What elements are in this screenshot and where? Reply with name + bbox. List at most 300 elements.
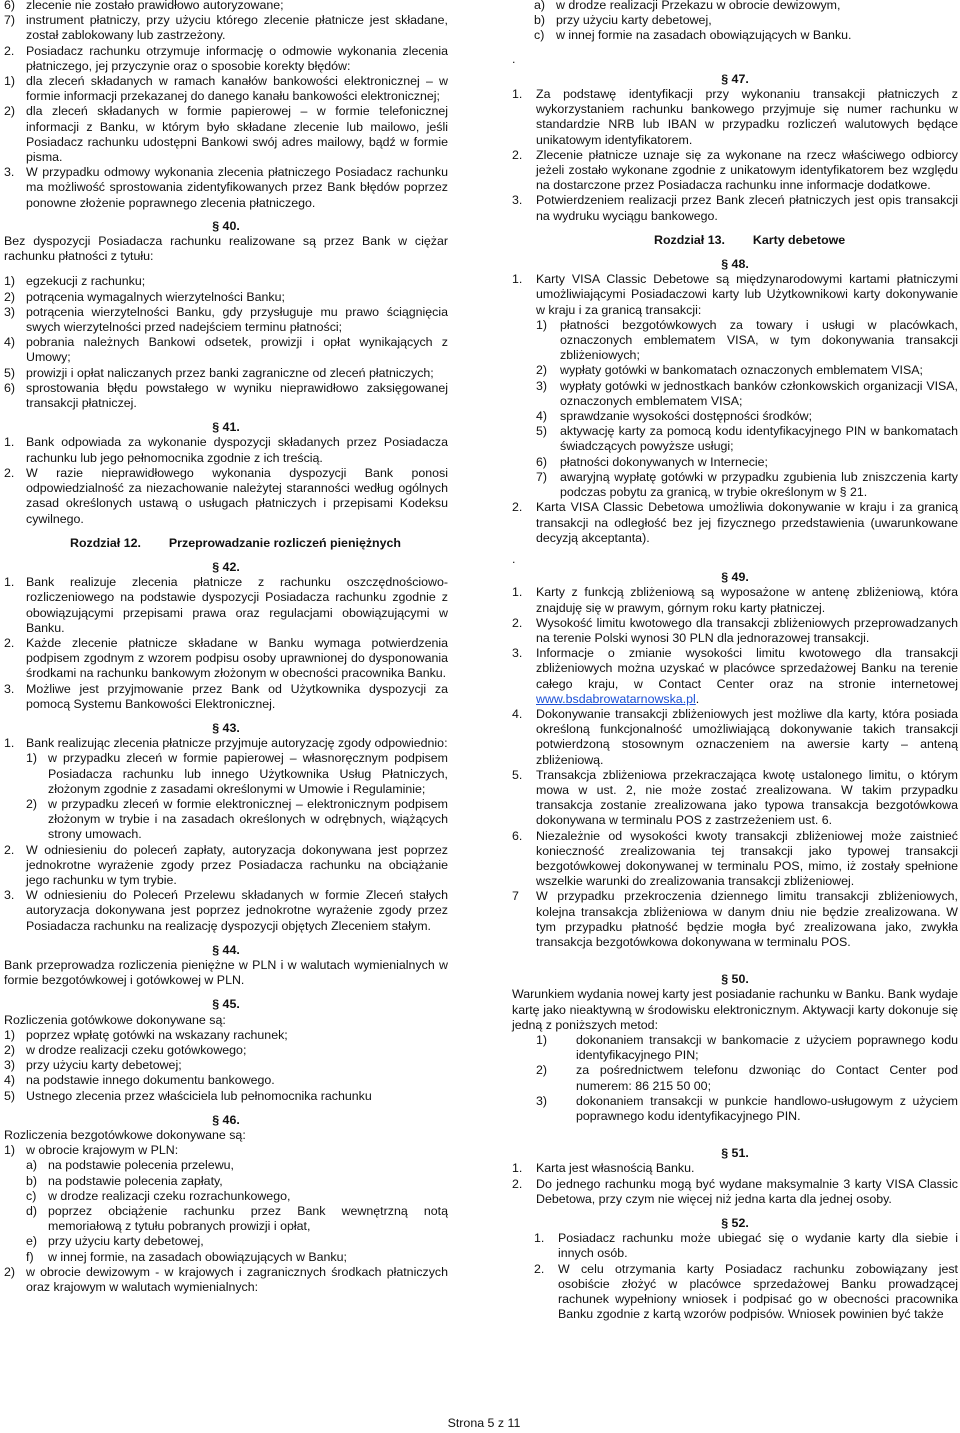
chapter-heading (70, 536, 448, 551)
spacer (4, 211, 448, 219)
body-paragraph: Rozliczenia gotówkowe dokonywane są: (4, 1012, 226, 1027)
list-item-text (576, 1033, 958, 1063)
list-item-number: 2) (536, 1063, 548, 1078)
list-item-number: 1) (4, 74, 16, 89)
list-item-text (536, 500, 958, 546)
list-item-body: W odniesieniu do poleceń zapłaty, autoryzacja dokonywana jest poprzez jednokrotne wyrażenie zgody przez Posiadacza rachunku na obciążanie jego rachunku w tym trybie. (26, 842, 448, 887)
list-item-text (26, 1028, 448, 1043)
page-number: Strona 5 z 11 (447, 1416, 521, 1430)
list-item-text (560, 363, 958, 378)
list-item-body: W przypadku odmowy wykonania zlecenia płatniczego Posiadacz rachunku ma możliwość sprostowania zidentyfikowanych przez Bank błędów poprzez ponowne złożenie poprawnego zlecenia płatniczego. (26, 165, 448, 210)
list-item-body: w innej formie na zasadach obowiązujących w Banku. (556, 28, 852, 43)
list-item (4, 1073, 448, 1088)
paragraph-heading: § 44. (212, 942, 240, 957)
list-item-text (560, 409, 958, 424)
list-item-text (536, 148, 958, 194)
list-item (4, 0, 448, 13)
list-item-body: Wysokość limitu kwotowego dla transakcji zbliżeniowych przeprowadzanych na terenie Polski wynosi 30 PLN dla jednorazowej transakcji. (536, 615, 958, 645)
list-item (26, 1250, 448, 1265)
stray-dot: . (512, 551, 516, 566)
list-item-body: w przypadku zleceń w formie papierowej – własnoręcznym podpisem Posiadacza rachunku lub innego Użytkownika Usług Płatniczych, złożonym zgodnie z zasadami określonymi w Umowie i Regulaminie; (48, 751, 448, 796)
list-item-body: dokonaniem transakcji w punkcie handlowo-usługowym z użyciem poprawnego kodu identyfikacyjnego PIN. (576, 1093, 958, 1124)
list-item (4, 466, 448, 527)
list-item (4, 381, 448, 411)
paragraph-heading: § 49. (721, 570, 749, 585)
spacer (4, 264, 448, 274)
list-item-body: W celu otrzymania karty Posiadacz rachunku zobowiązany jest osobiście złożyć w placówce sprzedażowej Banku prowadzącej rachunek wypełniony wniosek i podpisać go w obecności pracownika Banku zgodnie z kartą wzorów podpisów. Wniosek powinien być także (558, 1261, 958, 1322)
list-item-number: 1) (4, 1143, 16, 1158)
list-item-number: a) (26, 1158, 38, 1173)
list-item-number: 2. (512, 1176, 523, 1191)
list-item (536, 470, 958, 500)
list-item (4, 44, 448, 74)
list-item-number: 5) (4, 365, 16, 380)
list-item-body: Niezależnie od wysokości kwoty transakcji zbliżeniowej może zaistnieć konieczność zrealizowania tej transakcji jako typowej transakcji bezgotówkowej dokonywanej w terminalu POS, mimo, iż zostały spełnione wszelkie warunki do zrealizowania transakcji zbliżeniowej. (536, 828, 958, 889)
list-item-body: Karta VISA Classic Debetowa umożliwia dokonywanie w kraju i za granicą transakcji na odległość bez jej fizycznego przedstawienia (uwarunkowane decyzją akceptanta). (536, 500, 958, 545)
list-item-number: 7) (4, 13, 16, 28)
list-item-number: 1. (4, 435, 15, 450)
list-item (4, 1028, 448, 1043)
page-footer (0, 1416, 960, 1431)
list-item-body: Za podstawę identyfikacji przy wykonaniu transakcji płatniczych z wykorzystaniem rachunku bankowego przyjmuje się numer rachunku w standardzie NRB lub IBAN w przypadku rozliczeń walutowych będące unikatowym identyfikatorem. (536, 87, 958, 147)
list-item-text (26, 1089, 448, 1104)
list-item-text (26, 104, 448, 165)
list-item-number: 1. (512, 585, 523, 600)
list-item-text (556, 0, 958, 13)
list-item-text (536, 646, 958, 707)
list-item-number: 1) (536, 1033, 548, 1047)
list-item-number: 4) (4, 335, 16, 350)
list-item (4, 888, 448, 934)
list-item-text (48, 1174, 448, 1189)
list-item-body: Możliwe jest przyjmowanie przez Bank od Użytkownika dyspozycji za pomocą Systemu Bankowości Elektronicznej. (26, 681, 448, 711)
list-item-text (26, 305, 448, 335)
list-item-text (560, 318, 958, 364)
list-item-body: w obrocie dewizowym - w krajowych i zagranicznych środkach płatniczych oraz krajowym w walutach wymienialnych: (26, 1264, 448, 1295)
list-item-body: dla zleceń składanych w formie papierowej – w formie telefonicznej informacji z Banku, w którym było składane zlecenie lub mailowo, jeśli Posiadacz rachunku udostępni Bankowi swój adres mailowy, bądź w formie pisma. (26, 104, 448, 165)
list-item-number: 1) (4, 1027, 16, 1042)
list-item-number: 2. (512, 147, 523, 162)
list-item-number: 3) (536, 378, 548, 393)
list-item-body: Karta jest własnością Banku. (536, 1161, 695, 1176)
list-item-number: 3. (512, 193, 523, 208)
list-item (4, 1089, 448, 1104)
list-item-number: 5. (512, 767, 523, 782)
list-item-text (26, 1143, 448, 1158)
list-item-text (26, 1265, 448, 1295)
paragraph-heading: § 46. (212, 1112, 240, 1127)
list-item-number: 6) (536, 454, 548, 469)
list-item-body: wypłaty gotówki w jednostkach banków członkowskich organizacji VISA, oznaczonych emblematem VISA; (560, 378, 958, 408)
list-item (536, 379, 958, 409)
list-item-text (26, 13, 448, 43)
list-item (536, 455, 958, 470)
list-item-body: Bank realizuje zlecenia płatnicze z rachunku oszczędnościowo-rozliczeniowego na podstawie dyspozycji Posiadacza rachunku zgodnie z obowiązującymi przepisami prawa oraz regulacjami obowiązującymi w Banku. (26, 575, 448, 635)
list-item (4, 636, 448, 682)
list-item-number: 7) (536, 469, 548, 484)
list-item-number: 5) (4, 1088, 16, 1103)
list-item-body: w obrocie krajowym w PLN: (26, 1143, 179, 1158)
list-item (536, 1094, 958, 1124)
list-item (512, 87, 958, 148)
list-item-body: przy użyciu karty debetowej, (556, 13, 712, 28)
list-item (26, 751, 448, 797)
list-item (4, 366, 448, 381)
list-item-text (26, 682, 448, 712)
list-item-body: na podstawie polecenia zapłaty, (48, 1173, 223, 1188)
list-item-number: 6) (4, 380, 16, 395)
list-item-text (26, 736, 448, 751)
right-column (512, 0, 958, 1322)
list-item (26, 1204, 448, 1234)
body-paragraph: Warunkiem wydania nowej karty jest posiadanie rachunku w Banku. Bank wydaje kartę jako nieaktywną w środowisku elektronicznym. Aktywacji karty dokonuje się jedną z poniższych metod: (512, 987, 958, 1032)
list-item (534, 0, 958, 13)
list-item (534, 13, 958, 28)
list-item-body: pobrania należnych Bankowi odsetek, prowizji i opłat wynikających z Umowy; (26, 335, 448, 365)
link-suffix: . (695, 691, 700, 706)
list-item-number: 6. (512, 828, 523, 843)
list-item-body: W odniesieniu do Poleceń Przelewu składanych w formie Zleceń stałych autoryzacja dokonywana jest poprzez jednokrotne wyrażenie zgody przez Posiadacza rachunku na realizację dyspozycji objętych Zleceniem stałym. (26, 888, 448, 933)
list-item-text (26, 1058, 448, 1073)
list-item-number: 1) (26, 751, 38, 766)
list-item-body: potrącenia wierzytelności Banku, gdy przysługuje mu prawo ściągnięcia swych wierzytelności przed nadejściem terminu płatności; (26, 304, 448, 335)
list-item (4, 1043, 448, 1058)
list-item (4, 682, 448, 712)
body-paragraph: Bank przeprowadza rozliczenia pieniężne w PLN i w walutach wymienialnych w formie bezgotówkowej i gotówkowej w PLN. (4, 957, 448, 988)
list-item (512, 148, 958, 194)
list-item (536, 424, 958, 454)
list-item (512, 707, 958, 768)
list-item-text (26, 435, 448, 465)
list-item-body: Każde zlecenie płatnicze składane w Banku wymaga potwierdzenia podpisem zgodnym z wzorem podpisu osoby uprawnionej do dysponowania środkami na rachunku bankowym złożonym w obecności pracownika Banku. (26, 635, 448, 681)
list-item (536, 1063, 958, 1093)
list-item-number: 1) (536, 317, 548, 332)
paragraph-heading: § 47. (721, 71, 749, 86)
list-item-number: 2. (534, 1261, 545, 1276)
list-item-body: na podstawie innego dokumentu bankowego. (26, 1073, 275, 1088)
list-item-body: dokonaniem transakcji w bankomacie z użyciem poprawnego kodu identyfikacyjnego PIN; (576, 1033, 958, 1063)
list-item-body: Bank odpowiada za wykonanie dyspozycji składanych przez Posiadacza rachunku lub jego pełnomocnika zgodnie z ich treścią. (26, 435, 448, 465)
list-item-body: płatności dokonywanych w Internecie; (560, 454, 769, 469)
list-item (26, 1158, 448, 1173)
list-item-text (26, 381, 448, 411)
list-item (4, 165, 448, 211)
list-item-number: 2. (512, 615, 523, 630)
list-item-number: e) (26, 1234, 38, 1249)
body-paragraph: Rozliczenia bezgotówkowe dokonywane są: (4, 1128, 246, 1143)
spacer (4, 934, 448, 943)
list-item-number: 3) (4, 1058, 16, 1073)
list-item-number: 5) (536, 424, 548, 439)
list-item (512, 500, 958, 546)
list-item-body: na podstawie polecenia przelewu, (48, 1158, 234, 1173)
list-item-body: sprawdzanie wysokości dostępności środków; (560, 409, 813, 424)
list-item-body: wypłaty gotówki w bankomatach oznaczonych emblematem VISA; (560, 363, 923, 378)
list-item-body: poprzez wpłatę gotówki na wskazany rachunek; (26, 1027, 288, 1042)
list-item-body: za pośrednictwem telefonu dzwoniąc do Contact Center pod numerem: 86 215 50 00; (576, 1063, 958, 1093)
paragraph-heading: § 52. (721, 1216, 749, 1231)
list-item (26, 1174, 448, 1189)
list-item-text (576, 1063, 958, 1093)
spacer (4, 712, 448, 721)
list-item-text (48, 1234, 448, 1249)
spacer (512, 44, 958, 52)
list-item (4, 736, 448, 751)
list-item (512, 1177, 958, 1207)
list-item-body: Karty VISA Classic Debetowe są międzynarodowymi kartami płatniczymi umożliwiającymi Posiadaczowi karty lub Użytkownikowi karty dokonywanie w kraju i za granicą transakcji: (536, 272, 958, 317)
list-item-text (26, 366, 448, 381)
list-item-number: 1) (4, 274, 16, 289)
list-item (512, 768, 958, 829)
list-item-text (48, 751, 448, 797)
list-item (534, 28, 958, 43)
list-item-text (26, 575, 448, 636)
list-item (4, 74, 448, 104)
list-item-body: zlecenie nie zostało prawidłowo autoryzowane; (26, 0, 284, 12)
list-item-number: 1. (534, 1231, 545, 1246)
list-item-text (26, 290, 448, 305)
list-item-text (536, 889, 958, 950)
list-item-body: W przypadku przekroczenia dziennego limitu transakcji zbliżeniowych, kolejna transakcja zbliżeniowa w danym dniu nie będzie zrealizowana. W tym przypadku płatność będzie mogła być zrealizowana jako, zwykła transakcja bezgotówkowa dokonywana w terminalu POS. (536, 889, 958, 949)
list-item (4, 1265, 448, 1295)
body-paragraph: Bez dyspozycji Posiadacza rachunku realizowane są przez Bank w ciężar rachunku płatności z tytułu: (4, 234, 448, 264)
list-item-text (48, 1158, 448, 1173)
list-item-body: dla zleceń składanych w ramach kanałów bankowości elektronicznej – w formie informacji przekazanej do danego kanału bankowości elektronicznej; (26, 74, 448, 104)
list-item (4, 1058, 448, 1073)
list-item-number: 3) (536, 1093, 548, 1108)
list-item-text (556, 28, 958, 43)
list-item (26, 1234, 448, 1249)
list-item-number: 2) (4, 289, 16, 304)
list-item-number: 1. (4, 575, 15, 590)
list-item-number: 2) (4, 104, 16, 119)
list-item-text (536, 585, 958, 615)
paragraph-heading: § 45. (212, 997, 240, 1012)
list-item (4, 335, 448, 365)
list-item-body: Posiadacz rachunku może ubiegać się o wydanie karty dla siebie i innych osób. (558, 1231, 958, 1261)
list-item-text (536, 1161, 958, 1176)
list-item-text (558, 1262, 958, 1323)
list-item (536, 318, 958, 364)
list-item-number: 4. (512, 706, 523, 721)
chapter-title: Przeprowadzanie rozliczeń pieniężnych (168, 535, 401, 550)
list-item-body: W razie nieprawidłowego wykonania dyspozycji Bank ponosi odpowiedzialność za niezachowanie należytej staranności według ogólnych zasad określonych ustawą o usługach płatniczych i przepisami Kodeksu cywilnego. (26, 465, 448, 526)
list-item-body: Informacje o zmianie wysokości limitu kwotowego dla transakcji zbliżeniowych można uzyskać w placówce sprzedażowej Banku na terenie całego kraju, w Contact Center oraz na stronie internetowej (536, 646, 958, 691)
list-item-body: awaryjną wypłatę gotówki w przypadku zgubienia lub zniszczenia karty podczas pobytu za granicą, w trybie określonym w § 21. (560, 469, 958, 500)
list-item (4, 13, 448, 43)
list-item-body: w innej formie, na zasadach obowiązujących w Banku; (48, 1249, 347, 1264)
list-item-text (536, 1177, 958, 1207)
list-item-number: 2. (4, 43, 15, 58)
list-item-body: prowizji i opłat naliczanych przez banki zagraniczne od zleceń płatniczych; (26, 365, 434, 380)
list-item-number: 7 (512, 889, 519, 904)
list-item (4, 435, 448, 465)
chapter-title: Karty debetowe (752, 232, 846, 247)
list-item-body: przy użyciu karty debetowej, (48, 1234, 204, 1249)
list-item (534, 1231, 958, 1261)
list-item-text (26, 1043, 448, 1058)
list-item-body: potrącenia wymagalnych wierzytelności Banku; (26, 289, 285, 304)
list-item-number: 4) (536, 409, 548, 424)
spacer (4, 411, 448, 420)
list-item-text (26, 1073, 448, 1088)
list-item-text (48, 1250, 448, 1265)
spacer (512, 248, 958, 257)
list-item-text (26, 274, 448, 289)
paragraph-heading: § 50. (721, 972, 749, 987)
spacer (4, 551, 448, 560)
list-item-number: f) (26, 1249, 34, 1264)
list-item-number: c) (26, 1188, 37, 1203)
list-item-number: 3. (4, 681, 15, 696)
list-item-body: płatności bezgotówkowych za towary i usługi w placówkach, oznaczonych emblematem VISA, w tym dokonywania transakcji zbliżeniowych; (560, 317, 958, 363)
list-item-number: b) (26, 1173, 38, 1188)
spacer (512, 950, 958, 972)
list-item-number: 1. (512, 272, 523, 287)
list-item (4, 1143, 448, 1158)
list-item-number: 6) (4, 0, 16, 12)
list-item-body: w drodze realizacji czeku rozrachunkowego, (48, 1188, 291, 1203)
spacer (512, 1207, 958, 1216)
list-item-text (536, 193, 958, 223)
spacer (4, 527, 448, 536)
list-item-number: 2) (26, 796, 38, 811)
list-item-body: Ustnego zlecenia przez właściciela lub pełnomocnika rachunku (26, 1088, 372, 1103)
list-item-number: 4) (4, 1073, 16, 1088)
list-item-body: aktywację karty za pomocą kodu identyfikacyjnego PIN w bankomatach świadczących powyższe usługi; (560, 424, 958, 454)
list-item-text (560, 379, 958, 409)
list-item-body: poprzez obciążenie rachunku przez Bank wewnętrzną notą memoriałową z tytułu pobranych prowizji i opłat, (48, 1204, 448, 1234)
list-item-text (560, 455, 958, 470)
list-item (512, 616, 958, 646)
list-item (512, 889, 958, 950)
list-item (4, 290, 448, 305)
list-item-body: Zlecenie płatnicze uznaje się za wykonane na rzecz właściwego odbiorcy jeżeli zostało wykonane zgodnie z unikatowym identyfikatorem bez względu na dostarczone przez Posiadacza rachunku inne informacje dodatkowe. (536, 147, 958, 193)
list-item-body: Posiadacz rachunku otrzymuje informację o odmowie wykonania zlecenia płatniczego, jej przyczynie oraz o sposobie korekty błędów: (26, 43, 448, 73)
list-item-number: 3. (512, 646, 523, 661)
list-item-text (26, 44, 448, 74)
list-item (26, 1189, 448, 1204)
list-item-body: w przypadku zleceń w formie elektronicznej – elektronicznym podpisem złożonym w trybie i na zasadach określonych w odrębnych, wiążących strony umowach. (48, 796, 448, 842)
list-item-text (48, 1189, 448, 1204)
chapter-number: Rozdział 12. (70, 535, 141, 550)
left-column (4, 0, 448, 1295)
list-item-body: Potwierdzeniem realizacji przez Bank zleceń płatniczych jest opis transakcji na wydruku wyciągu bankowego. (536, 193, 958, 223)
list-item (512, 1161, 958, 1176)
list-item (536, 409, 958, 424)
list-item-text (26, 636, 448, 682)
list-item-number: c) (534, 28, 545, 43)
list-item-body: Bank realizując zlecenia płatnicze przyjmuje autoryzację zgody odpowiednio: (26, 736, 448, 751)
list-item-number: 2. (4, 635, 15, 650)
list-item-body: Karty z funkcją zbliżeniową są wyposażone w antenę zbliżeniową, która znajduję się w prawym, górnym roku karty płatniczej. (536, 585, 958, 615)
list-item-text (576, 1094, 958, 1124)
paragraph-heading: § 48. (721, 257, 749, 272)
list-item-body: przy użyciu karty debetowej; (26, 1058, 182, 1073)
list-item (512, 193, 958, 223)
spacer (512, 1124, 958, 1146)
list-item-text (26, 843, 448, 889)
list-item-body: Do jednego rachunku mogą być wydane maksymalnie 3 karty VISA Classic Debetowa, przy czym nie więcej niż jedna karta dla jednej osoby. (536, 1176, 958, 1206)
list-item-body: w drodze realizacji Przekazu w obrocie dewizowym, (556, 0, 841, 12)
list-item-body: Dokonywanie transakcji zbliżeniowych jest możliwe dla karty, która posiada określoną funkcjonalność umożliwiającą dokonywanie takich transakcji potwierdzoną stosownym oznaczeniem na awersie karty – anteną zbliżeniową. (536, 706, 958, 767)
list-item-text (48, 1204, 448, 1234)
list-item (4, 104, 448, 165)
paragraph-heading: § 51. (721, 1146, 749, 1161)
list-item (4, 843, 448, 889)
list-item-body: egzekucji z rachunku; (26, 274, 146, 289)
list-item-text (26, 74, 448, 104)
list-item (4, 575, 448, 636)
list-item-body: instrument płatniczy, przy użyciu którego zlecenie płatnicze jest składane, został zablokowany lub zastrzeżony. (26, 13, 448, 43)
list-item-text (560, 470, 958, 500)
list-item-text (26, 466, 448, 527)
bank-website-link[interactable]: www.bsdabrowatarnowska.pl (536, 691, 696, 706)
list-item-number: 2. (4, 465, 15, 480)
list-item-body: sprostowania błędu powstałego w wyniku nieprawidłowo zaksięgowanej transakcji płatniczej. (26, 380, 448, 411)
list-item-number: 2. (512, 500, 523, 515)
list-item-text (26, 0, 448, 13)
list-item-number: 3. (4, 165, 15, 180)
list-item-number: 2) (4, 1043, 16, 1057)
list-item (536, 363, 958, 378)
list-item-text (536, 616, 958, 646)
paragraph-heading: § 41. (212, 420, 240, 435)
list-item-text (556, 13, 958, 28)
list-item-number: 3. (4, 888, 15, 903)
list-item-text (560, 424, 958, 454)
list-item (512, 272, 958, 318)
stray-dot: . (512, 51, 516, 66)
list-item-number: 1. (4, 736, 15, 751)
list-item-number: a) (534, 0, 546, 12)
list-item-body: w drodze realizacji czeku gotówkowego; (26, 1043, 247, 1057)
chapter-heading (654, 233, 958, 248)
list-item-body: Transakcja zbliżeniowa przekraczająca kwotę ustalonego limitu, o którym mowa w ust. 2, nie może zostać zrealizowana. W takim przypadku transakcja zostanie zrealizowana jako typowa transakcja bezgotówkowa dokonywana w terminalu POS z zastrzeżeniem ust. 6. (536, 767, 958, 828)
paragraph-heading: § 42. (212, 559, 240, 574)
list-item-number: b) (534, 13, 546, 28)
list-item (512, 646, 958, 707)
list-item (534, 1262, 958, 1323)
spacer (512, 224, 958, 233)
list-item-text (558, 1231, 958, 1261)
list-item-text (26, 165, 448, 211)
chapter-number: Rozdział 13. (654, 232, 725, 247)
list-item-number: 2. (4, 842, 15, 857)
list-item-text (48, 797, 448, 843)
list-item (26, 797, 448, 843)
list-item (512, 829, 958, 890)
paragraph-heading: § 43. (212, 720, 240, 735)
list-item (512, 585, 958, 615)
list-item-text (536, 272, 958, 318)
list-item-number: 2) (4, 1264, 16, 1279)
list-item-number: 2) (536, 363, 548, 378)
list-item-number: 3) (4, 304, 16, 319)
list-item-text (26, 888, 448, 934)
spacer (4, 988, 448, 997)
list-item-number: 1. (512, 1161, 523, 1176)
list-item (536, 1033, 958, 1063)
list-item-number: 1. (512, 87, 523, 102)
list-item-text (536, 87, 958, 148)
paragraph-heading: § 40. (212, 218, 240, 233)
list-item-text (536, 768, 958, 829)
list-item (4, 305, 448, 335)
list-item-text (536, 829, 958, 890)
list-item (4, 274, 448, 289)
spacer (4, 1104, 448, 1113)
